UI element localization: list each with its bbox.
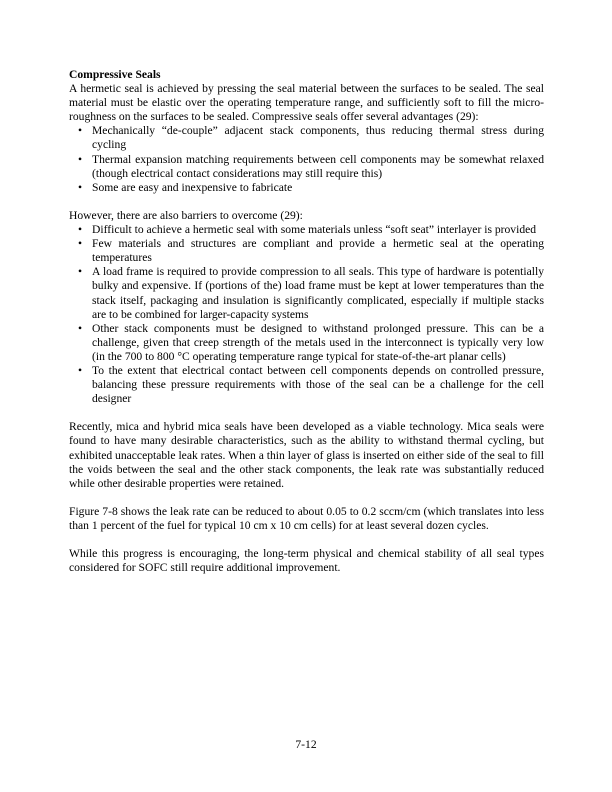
figure-reference-paragraph: Figure 7-8 shows the leak rate can be reduced to about 0.05 to 0.2 sccm/cm (which translates into less than 1 percent of the fuel for typical 10 cm x 10 cm cells) for at least several dozen cycles. xyxy=(69,504,544,532)
paragraph-spacer xyxy=(69,195,544,209)
list-item-text: Few materials and structures are compliant and provide a hermetic seal at the operating temperatures xyxy=(92,237,544,265)
bullet-icon: • xyxy=(78,363,83,377)
paragraph-spacer xyxy=(69,533,544,547)
bullet-icon: • xyxy=(78,223,83,237)
barriers-bullet-list xyxy=(69,223,544,406)
paragraph-spacer xyxy=(69,491,544,505)
bullet-icon: • xyxy=(78,180,83,194)
list-item xyxy=(69,153,544,181)
list-item xyxy=(69,237,544,265)
advantages-bullet-list xyxy=(69,124,544,194)
list-item-text: Other stack components must be designed to withstand prolonged pressure. This can be a challenge, given that creep strength of the metals used in the interconnect is typically very low (in the 700 to 800 °C operating temperature range typical for state-of-the-art planar cells) xyxy=(92,321,544,363)
list-item-text: To the extent that electrical contact between cell components depends on controlled pressure, balancing these pressure requirements with those of the seal can be a challenge for the cell designer xyxy=(92,363,544,406)
bullet-icon: • xyxy=(78,237,83,251)
closing-paragraph: While this progress is encouraging, the long-term physical and chemical stability of all seal types considered for SOFC still require additional improvement. xyxy=(69,547,544,575)
page-number-footer: 7-12 xyxy=(295,738,317,751)
bullet-icon: • xyxy=(78,124,83,138)
list-item-text: Thermal expansion matching requirements between cell components may be somewhat relaxed (though electrical contact considerations may still require this) xyxy=(92,152,544,180)
list-item-text: A load frame is required to provide compression to all seals. This type of hardware is potentially bulky and expensive. If (portions of the) load frame must be kept at lower temperatures than the stack itself, packaging and insulation is significantly complicated, especially if multiple stacks are to be combined for larger-capacity systems xyxy=(92,265,544,321)
list-item xyxy=(69,181,544,195)
list-item xyxy=(69,124,544,152)
bullet-icon: • xyxy=(78,152,83,166)
list-item xyxy=(69,223,544,237)
list-item-text: Some are easy and inexpensive to fabricate xyxy=(92,180,293,194)
page-body xyxy=(69,68,544,575)
list-item xyxy=(69,364,544,406)
list-item xyxy=(69,322,544,364)
paragraph-spacer xyxy=(69,406,544,420)
list-item xyxy=(69,265,544,321)
mica-paragraph: Recently, mica and hybrid mica seals have been developed as a viable technology. Mica seals were found to have many desirable characteristics, such as the ability to withstand thermal cycling, but exhibited unacceptable leak rates. When a thin layer of glass is inserted on either side of the seal to fill the voids between the seal and the other stack components, the leak rate was substantially reduced while other desirable properties were retained. xyxy=(69,420,544,490)
bullet-icon: • xyxy=(78,321,83,335)
section-heading: Compressive Seals xyxy=(69,68,161,81)
list-item-text: Mechanically “de-couple” adjacent stack components, thus reducing thermal stress during cycling xyxy=(92,124,544,152)
list-item-text: Difficult to achieve a hermetic seal with some materials unless “soft seat” interlayer is provided xyxy=(92,223,537,237)
bullet-icon: • xyxy=(78,265,83,279)
barriers-lead-in: However, there are also barriers to overcome (29): xyxy=(69,208,303,222)
intro-paragraph: A hermetic seal is achieved by pressing the seal material between the surfaces to be sealed. The seal material must be elastic over the operating temperature range, and sufficiently soft to fill the micro-roughness on the surfaces to be sealed. Compressive seals offer several advantages (29): xyxy=(69,82,544,124)
